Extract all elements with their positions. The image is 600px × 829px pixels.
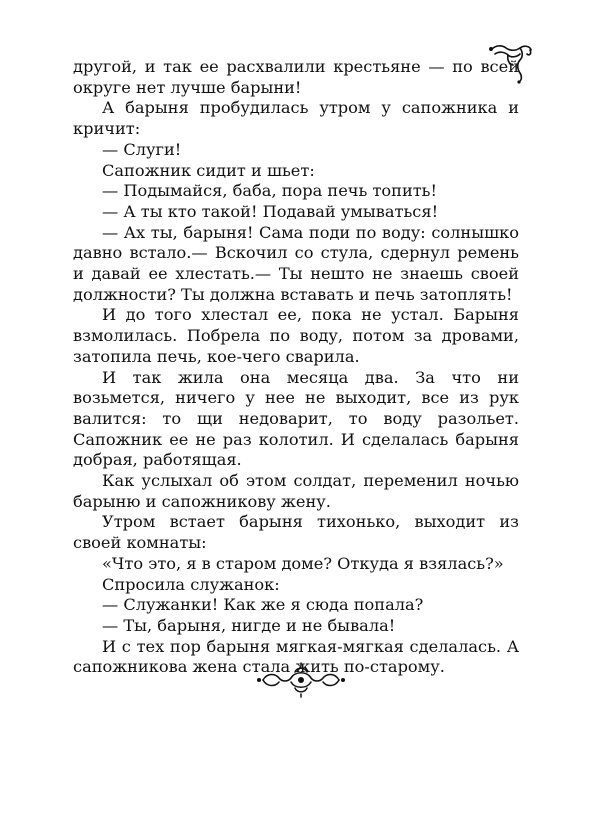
paragraph-6: — А ты кто такой! Подавай умываться! — [102, 201, 439, 221]
paragraph-4: Сапожник сидит и шьет: — [102, 160, 315, 180]
paragraph-14: — Служанки! Как же я сюда попала? — [102, 595, 424, 615]
paragraph-5: — Подымайся, баба, пора печь топить! — [102, 181, 438, 201]
paragraph-2: А барыня пробудилась утром у сапожника и кричит: — [73, 98, 519, 139]
paragraph-13: Спросила служанок: — [102, 574, 280, 594]
paragraph-8: И до того хлестал ее, пока не устал. Барыня взмолилась. Побрела по воду, потом за дровами, затопила печь, кое-чего сварила. — [73, 305, 519, 366]
paragraph-7: — Ах ты, барыня! Сама поди по воду: солнышко давно встало.— Вскочил со стула, сдернул ремень и давай ее хлестать.— Ты нешто не знаешь своей должности? Ты должна вставать и печь затоплять! — [73, 222, 519, 304]
paragraph-9: И так жила она месяца два. За что ни возьмется, ничего у нее не выходит, все из рук валится: то щи недоварит, то воду разольет. Сапожник ее не раз колотил. И сделалась барыня добрая, работящая. — [73, 367, 519, 470]
paragraph-1: другой, и так ее расхвалили крестьяне — по всей округе нет лучше барыни! — [73, 57, 519, 97]
paragraph-15: — Ты, барыня, нигде и не бывала! — [102, 615, 396, 635]
paragraph-3: — Слуги! — [102, 139, 182, 159]
paragraph-12: «Что это, я в старом доме? Откуда я взялась?» — [102, 553, 504, 573]
paragraph-10: Как услыхал об этом солдат, переменил ночью барыню и сапожникову жену. — [73, 471, 519, 511]
story-text — [73, 57, 519, 678]
end-vignette-icon — [255, 661, 347, 699]
paragraph-11: Утром встает барыня тихонько, выходит из своей комнаты: — [73, 512, 519, 553]
paragraph-16: И с тех пор барыня мягкая-мягкая сделалась. А сапожникова жена стала жить по-старому. — [73, 636, 519, 677]
